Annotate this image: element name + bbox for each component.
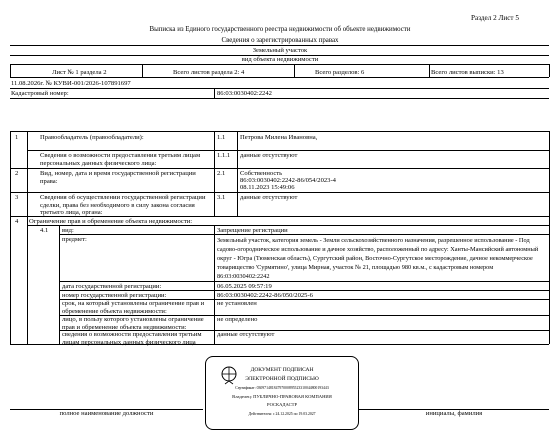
sheet-number: Лист № 1 раздела 2 (52, 69, 107, 76)
sheets-total: Всего листов выписки: 13 (431, 69, 504, 76)
extract-reference: 11.08.2026г. № КУВИ-001/2026-107891697 (11, 80, 131, 87)
position-caption: полное наименование должности (59, 410, 154, 417)
row-4-label: Ограничение прав и обременение объекта недвижимости: (29, 218, 193, 225)
encumbrance-type-label: вид: (62, 227, 74, 234)
registration-number: 86:03:0030402:2242-86/050/2025-6 (217, 292, 313, 299)
row-3-label: Сведения об осуществлении государственной регистрации сделки, права без необходимого в силу закона согласия третьего лица, органа: (40, 194, 206, 217)
right-number: 86:03:0030402:2242-86/054/2023-4 (240, 177, 336, 184)
row-1b-value: данные отсутствуют (240, 152, 298, 159)
encumbrance-subject-label: предмет: (62, 236, 87, 243)
row-4-subnumber: 4.1 (40, 227, 49, 234)
name-caption: инициалы, фамилия (425, 410, 483, 417)
stamp-owner-2: РОСКАДАСТР (266, 402, 298, 407)
beneficiary-label: лицо, в пользу которого установлены ограничение прав и обременение объекта недвижимости: (62, 316, 204, 331)
row-3-subnumber: 3.1 (217, 194, 226, 201)
object-type-caption: вид объекта недвижимости (241, 56, 319, 63)
registration-date-label: дата государственной регистрации: (62, 283, 162, 290)
stamp-validity: Действителен: с 24.12.2025 по 19.03.2027 (248, 412, 316, 416)
cadastral-label: Кадастровый номер: (11, 90, 69, 97)
encumbrance-type: Запрещение регистрации (217, 227, 288, 234)
encumbrance-subject: Земельный участок, категория земель - Земли сельскохозяйственного назначения, разрешенное использование - Под садово-огородническое использование и дачное хозяйство, расположенный по адресу: Ханты-Мансийский автономный округ - Югра (Тюменская область), Сургутский район, Восточно-Сургутское месторождение, дачное некоммерческое товарищество 'Сурмятино', улица Мирная, участок № 21, площадью 980 кв.м., с кадастровым номером 86:03:0030402:2242 (217, 237, 539, 280)
beneficiary-value: не определено (217, 316, 258, 323)
owner-name: Петрова Милена Ивановна, (240, 134, 318, 141)
stamp-owner: Владелец: ПУБЛИЧНО-ПРАВОВАЯ КОМПАНИЯ (232, 394, 332, 399)
term-value: не установлен (217, 300, 257, 307)
stamp-certificate: Сертификат: 03097148184797000895523310044800193443 (235, 386, 329, 390)
electronic-signature-stamp (205, 356, 359, 430)
third-party-data-value: данные отсутствуют (217, 331, 275, 338)
object-type: Земельный участок (252, 47, 308, 54)
registration-date: 06.05.2025 09:57:19 (217, 283, 272, 290)
term-label: срок, на который установлены ограничение прав и обременение объекта недвижимости: (62, 300, 205, 315)
stamp-line-1: ДОКУМЕНТ ПОДПИСАН (250, 367, 314, 373)
row-2-label: Вид, номер, дата и время государственной регистрации права: (40, 170, 196, 185)
third-party-data-label: сведения о возможности предоставления третьим лицам персональных данных физического лица (62, 331, 202, 346)
stamp-line-2: ЭЛЕКТРОННОЙ ПОДПИСЬЮ (245, 376, 319, 382)
row-2-number: 2 (15, 170, 19, 177)
cadastral-number: 86:03:0030402:2242 (217, 90, 272, 97)
right-date: 08.11.2023 15:49:06 (240, 184, 295, 191)
sections-total: Всего разделов: 6 (315, 69, 365, 76)
document-title: Выписка из Единого государственного реестра недвижимости об объекте недвижимости (149, 26, 411, 33)
page-reference: Раздел 2 Лист 5 (471, 14, 519, 22)
registration-number-label: номер государственной регистрации: (62, 292, 167, 299)
row-1-number: 1 (15, 134, 19, 141)
row-1b-label: Сведения о возможности предоставления третьим лицам персональных данных физического лица: (40, 152, 201, 167)
row-3-value: данные отсутствуют (240, 194, 298, 201)
document-subtitle: Сведения о зарегистрированных правах (221, 37, 339, 44)
row-4-number: 4 (15, 218, 19, 225)
sheets-in-section: Всего листов раздела 2: 4 (173, 69, 245, 76)
row-3-number: 3 (15, 194, 19, 201)
row-2-subnumber: 2.1 (217, 170, 226, 177)
row-1-subnumber: 1.1 (217, 134, 226, 141)
row-1b-subnumber: 1.1.1 (217, 152, 231, 159)
right-type: Собственность (240, 170, 283, 177)
row-1-label: Правообладатель (правообладатели): (40, 134, 144, 141)
